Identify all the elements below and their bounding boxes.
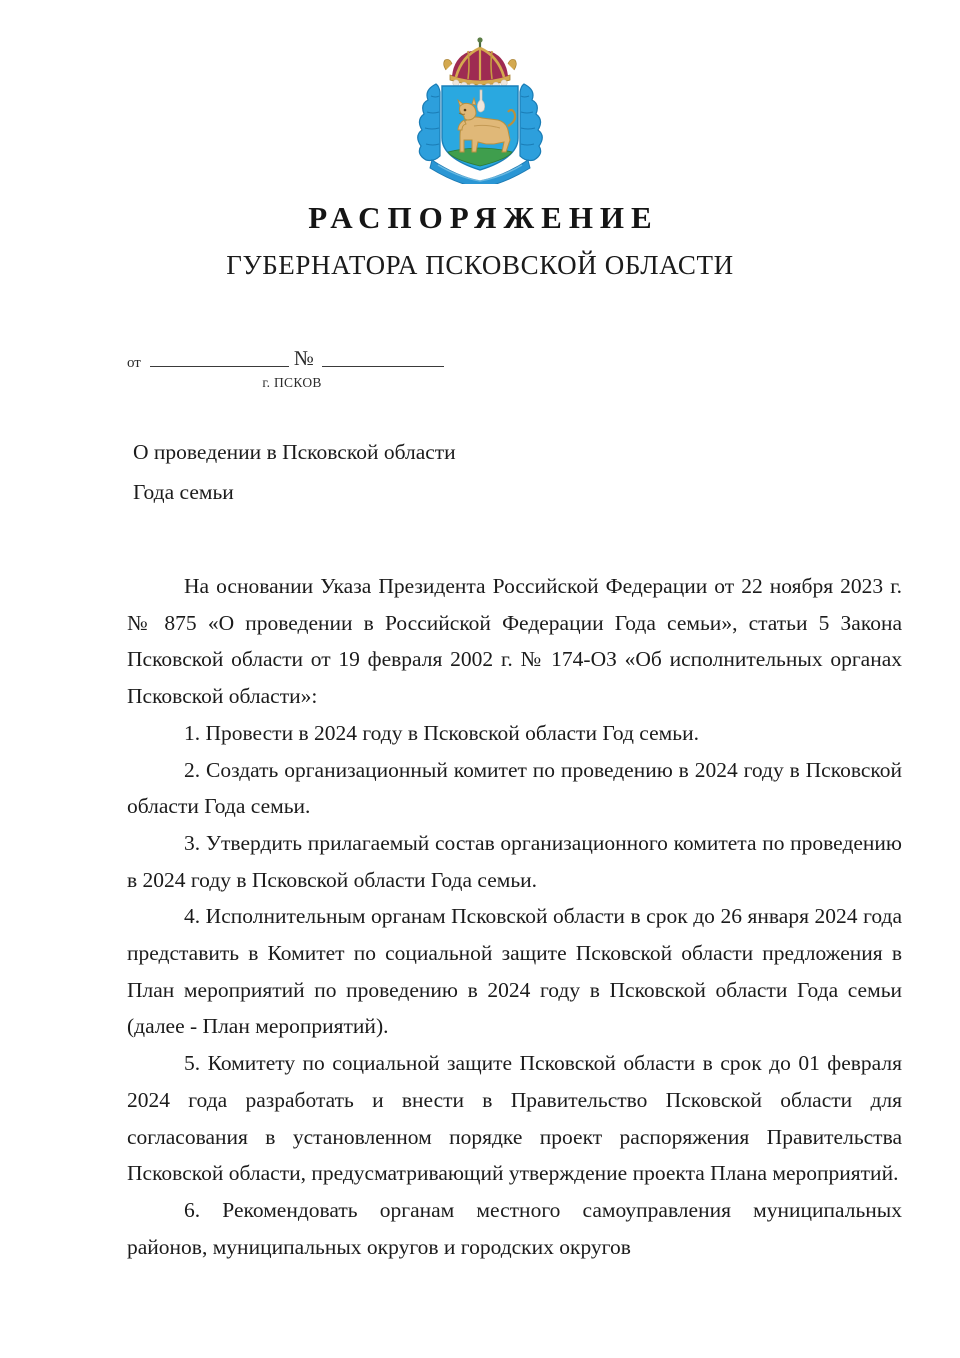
body-paragraph: 5. Комитету по социальной защите Псковской области в срок до 01 февраля 2024 года разработать и внести в Правительство Псковской области для согласования в установленном порядке проект распоряжения Правительства Псковской области, предусматривающий утверждение проекта Плана мероприятий. bbox=[127, 1051, 902, 1186]
subject-line-1: О проведении в Псковской области bbox=[133, 440, 456, 464]
body-paragraph: 2. Создать организационный комитет по проведению в 2024 году в Псковской области Года семьи. bbox=[127, 757, 902, 819]
subject-line-2: Года семьи bbox=[133, 480, 234, 504]
crown-group bbox=[443, 37, 516, 91]
date-blank-rule[interactable] bbox=[150, 350, 289, 367]
mantling-right bbox=[520, 84, 542, 161]
number-label: № bbox=[293, 346, 314, 370]
number-blank-rule[interactable] bbox=[322, 350, 444, 367]
shield-group bbox=[442, 86, 518, 170]
document-body bbox=[127, 568, 902, 1265]
body-paragraph: 4. Исполнительным органам Псковской области в срок до 26 января 2024 года представить в Комитет по социальной защите Псковской области предложения в План мероприятий по проведению в 2024 году в Псковской области Года семьи (далее - План мероприятий). bbox=[127, 904, 902, 1039]
body-paragraph: На основании Указа Президента Российской Федерации от 22 ноября 2023 г. № 875 «О проведении в Российской Федерации Года семьи», статьи 5 Закона Псковской области от 19 февраля 2002 г. № 174-ОЗ «Об исполнительных органах Псковской области»: bbox=[127, 574, 902, 709]
coat-of-arms-icon bbox=[398, 34, 563, 184]
mantling-left bbox=[417, 84, 439, 161]
subject-block bbox=[133, 432, 563, 512]
page-subtitle: ГУБЕРНАТОРА ПСКОВСКОЙ ОБЛАСТИ bbox=[226, 250, 734, 280]
body-paragraph: 3. Утвердить прилагаемый состав организационного комитета по проведению в 2024 году в Псковской области Года семьи. bbox=[127, 830, 902, 892]
date-label: от bbox=[127, 355, 141, 371]
date-number-line bbox=[127, 348, 457, 374]
page-title: РАСПОРЯЖЕНИЕ bbox=[308, 200, 659, 235]
emblem-container bbox=[0, 34, 960, 184]
body-paragraph: 1. Провести в 2024 году в Псковской области Год семьи. bbox=[184, 720, 699, 745]
city-label: г. ПСКОВ bbox=[262, 375, 322, 390]
body-paragraph: 6. Рекомендовать органам местного самоуправления муниципальных районов, муниципальных округов и городских округов bbox=[127, 1197, 902, 1259]
